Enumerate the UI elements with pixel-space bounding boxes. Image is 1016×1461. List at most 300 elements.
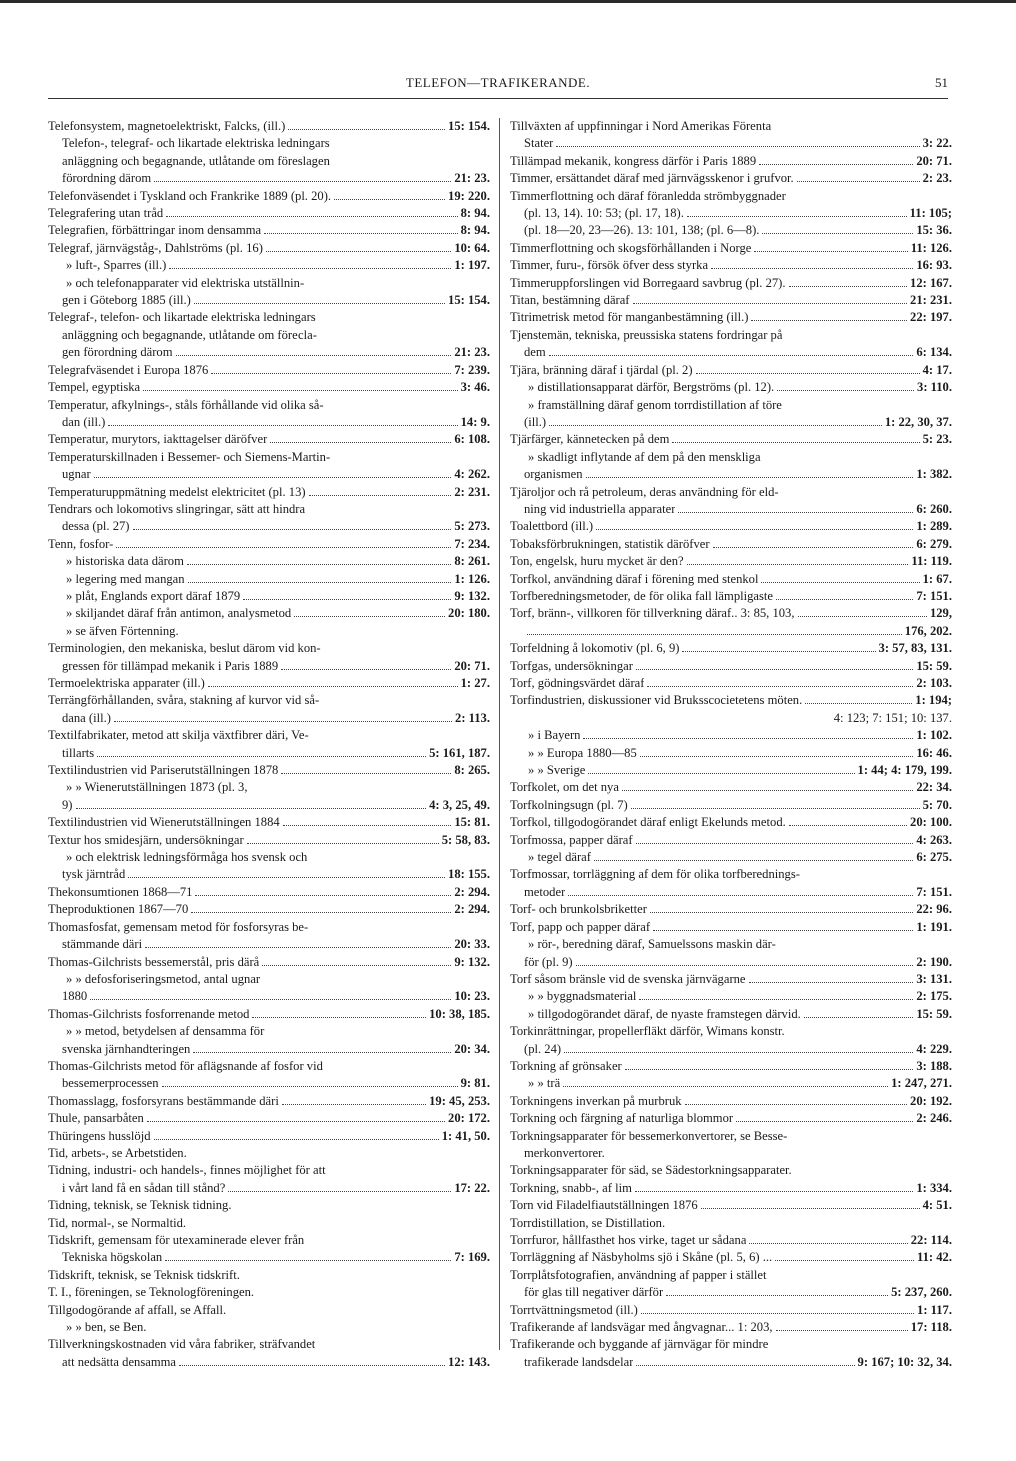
index-term: Toalettbord (ill.) — [510, 519, 594, 534]
page-reference: 1: 22, 30, 37. — [884, 414, 952, 429]
index-term: » » byggnadsmaterial — [528, 989, 637, 1004]
page-reference: 20: 71. — [916, 153, 952, 168]
leader-dots — [283, 825, 452, 826]
index-line — [510, 1354, 952, 1371]
index-line — [48, 536, 490, 553]
index-line: » skadligt inflytande af dem på den menskliga — [528, 449, 761, 464]
page-reference: 6: 279. — [916, 536, 952, 551]
leader-dots — [576, 965, 914, 966]
index-line — [510, 257, 952, 274]
index-line — [510, 379, 952, 396]
leader-dots — [749, 1243, 907, 1244]
index-term: Timmer, ersättandet däraf med järnvägsskenor i grufvor. — [510, 171, 794, 186]
index-term: » luft-, Sparres (ill.) — [66, 258, 167, 273]
leader-dots — [751, 320, 907, 321]
index-term: Textilindustrien vid Wienerutställningen 1884 — [48, 815, 280, 830]
leader-dots — [711, 268, 913, 269]
page-reference: 3: 188. — [916, 1058, 952, 1073]
index-line — [510, 1284, 952, 1301]
page-reference: 18: 155. — [448, 867, 490, 882]
index-term: tillarts — [62, 745, 95, 760]
leader-dots — [169, 268, 451, 269]
leader-dots — [334, 199, 445, 200]
index-term: Temperatur, murytors, iakttagelser däröfver — [48, 432, 268, 447]
index-line — [510, 988, 952, 1005]
index-line — [510, 1319, 952, 1336]
index-line — [510, 832, 952, 849]
page-reference: 10: 23. — [454, 989, 490, 1004]
index-term: Tenn, fosfor- — [48, 536, 114, 551]
index-term: Torfmossa, papper däraf — [510, 832, 633, 847]
leader-dots — [133, 529, 452, 530]
index-line — [510, 553, 952, 570]
page-reference: 1: 334. — [916, 1180, 952, 1195]
index-line — [510, 745, 952, 762]
index-line — [48, 1006, 490, 1023]
index-line — [510, 954, 952, 971]
leader-dots — [252, 1017, 426, 1018]
index-term: dan (ill.) — [62, 414, 106, 429]
index-term: Theproduktionen 1867—70 — [48, 902, 189, 917]
index-term: Titrimetrisk metod för manganbestämning (ill.) — [510, 310, 749, 325]
index-line: anläggning och begagnande, utlåtande om förесla- — [62, 327, 317, 342]
leader-dots — [622, 790, 913, 791]
page-reference: 7: 151. — [916, 588, 952, 603]
leader-dots — [586, 477, 914, 478]
index-line — [510, 849, 952, 866]
leader-dots — [188, 582, 452, 583]
leader-dots — [165, 1260, 451, 1261]
page-reference: 8: 94. — [460, 206, 490, 221]
leader-dots — [650, 912, 913, 913]
index-line — [510, 431, 952, 448]
page-reference: 1: 41, 50. — [441, 1128, 490, 1143]
page-reference: 5: 237, 260. — [891, 1285, 952, 1300]
header-rule — [48, 98, 948, 99]
leader-dots — [147, 1121, 445, 1122]
index-term: Thomasslagg, fosforsyrans bestämmande däri — [48, 1093, 279, 1108]
page-reference: 2: 103. — [916, 676, 952, 690]
index-line — [510, 536, 952, 553]
index-term: organismen — [524, 467, 583, 482]
index-term: Temperaturuppmätning medelst elektricitet (pl. 13) — [48, 484, 306, 499]
index-line — [48, 954, 490, 971]
index-term: Timmeruppforslingen vid Borregaard savbrug (pl. 27). — [510, 275, 786, 290]
index-term: Thekonsumtionen 1868—71 — [48, 884, 193, 899]
leader-dots — [701, 1208, 920, 1209]
leader-dots — [176, 355, 452, 356]
index-line — [510, 501, 952, 518]
page-reference: 4: 263. — [916, 832, 952, 847]
leader-dots — [282, 1104, 426, 1105]
leader-dots — [682, 651, 875, 652]
leader-dots — [749, 982, 914, 983]
index-line — [510, 901, 952, 918]
leader-dots — [776, 1330, 908, 1331]
index-line — [48, 379, 490, 396]
page-reference: 10: 38, 185. — [429, 1006, 490, 1021]
leader-dots — [685, 1104, 907, 1105]
page-reference: 8: 261. — [454, 554, 490, 569]
index-term: » tegel däraf — [528, 850, 591, 865]
page-reference: 2: 113. — [455, 710, 490, 725]
leader-dots — [636, 669, 913, 670]
index-line — [510, 727, 952, 744]
page-reference: 20: 180. — [448, 606, 490, 621]
page-reference: 5: 58, 83. — [441, 832, 490, 847]
index-line — [510, 466, 952, 483]
index-term: Tjärfärger, kännetecken på dem — [510, 432, 670, 447]
leader-dots — [208, 686, 458, 687]
page-reference: 1: 27. — [460, 676, 490, 690]
index-term: Torfkolet, om det nya — [510, 780, 619, 795]
index-term: » historiska data därom — [66, 554, 184, 569]
index-term: » legering med mangan — [66, 571, 185, 586]
leader-dots — [262, 965, 451, 966]
index-line: » se äfven Förtenning. — [66, 623, 179, 638]
leader-dots — [678, 512, 913, 513]
page-reference: 21: 23. — [454, 171, 490, 186]
index-term: tysk järntråd — [62, 867, 126, 882]
leader-dots — [243, 599, 451, 600]
leader-dots — [798, 616, 927, 617]
index-term: Telegrafien, förbättringar inom densamma — [48, 223, 262, 238]
index-line: Torrdistillation, se Distillation. — [510, 1215, 666, 1230]
index-term: Torkning af grönsaker — [510, 1058, 622, 1073]
index-term: gen i Göteborg 1885 (ill.) — [62, 293, 191, 308]
leader-dots — [596, 529, 913, 530]
page-reference: 2: 246. — [916, 1111, 952, 1126]
index-line: Terrängförhållanden, svåra, stakning af kurvor vid så- — [48, 693, 320, 708]
leader-dots — [145, 947, 451, 948]
index-line: Tidskrift, gemensam för utexaminerade elever från — [48, 1233, 305, 1247]
leader-dots — [631, 808, 920, 809]
leader-dots — [281, 773, 451, 774]
index-line — [48, 884, 490, 901]
index-line — [48, 484, 490, 501]
index-line — [510, 779, 952, 796]
index-line — [48, 431, 490, 448]
index-line — [48, 222, 490, 239]
leader-dots — [154, 1139, 439, 1140]
index-line — [48, 1354, 490, 1371]
index-line: Thomas-Gilchrists metod för aflägsnande af fosfor vid — [48, 1058, 323, 1073]
leader-dots — [187, 564, 451, 565]
index-line — [48, 344, 490, 361]
leader-dots — [639, 999, 913, 1000]
index-line — [510, 1041, 952, 1058]
index-line: Torkningsapparater för bessemerkonvertorer, se Besse- — [510, 1128, 788, 1143]
page-reference: 11: 105; — [909, 206, 952, 221]
index-term: Telefonväsendet i Tyskland och Frankrike 1889 (pl. 20). — [48, 188, 332, 203]
index-line — [510, 1058, 952, 1075]
index-line — [48, 362, 490, 379]
page-reference: 15: 36. — [916, 223, 952, 238]
index-line — [48, 1075, 490, 1092]
index-term: Timmer, furu-, försök öfver dess styrka — [510, 258, 709, 273]
index-line: merkonvertorer. — [524, 1145, 605, 1160]
index-line — [48, 553, 490, 570]
page-reference: 2: 190. — [916, 954, 952, 969]
index-term: ning vid industriella apparater — [524, 501, 676, 516]
leader-dots — [640, 756, 914, 757]
page-reference: 19: 220. — [448, 188, 490, 203]
page-reference: 1: 117. — [917, 1302, 952, 1317]
index-line: 4: 123; 7: 151; 10: 137. — [833, 710, 952, 725]
index-line — [510, 797, 952, 814]
index-line — [48, 1180, 490, 1197]
index-line — [510, 571, 952, 588]
page-reference: 11: 42. — [917, 1250, 952, 1265]
index-term: i vårt land få en sådan till stånd? — [62, 1180, 226, 1195]
index-term: (ill.) — [524, 414, 547, 429]
index-line — [510, 518, 952, 535]
index-term: dana (ill.) — [62, 710, 111, 725]
leader-dots — [76, 808, 427, 809]
index-line: Thomasfosfat, gemensam metod för fosforsyras be- — [48, 919, 309, 934]
index-line: Tid, normal-, se Normaltid. — [48, 1215, 187, 1230]
index-line — [510, 135, 952, 152]
index-term: bessemerprocessen — [62, 1076, 159, 1091]
page-reference: 129, — [929, 606, 952, 621]
page-reference: 20: 100. — [910, 815, 952, 830]
page-reference: 17: 22. — [454, 1180, 490, 1195]
leader-dots — [228, 1191, 451, 1192]
leader-dots — [636, 1365, 854, 1366]
page-reference: 10: 64. — [454, 240, 490, 255]
index-line: Trafikerande och byggande af järnvägar för mindre — [510, 1337, 769, 1352]
index-line — [510, 814, 952, 831]
index-term: gressen för tillämpad mekanik i Paris 1889 — [62, 658, 279, 673]
leader-dots — [776, 599, 913, 600]
page-reference: 4: 51. — [922, 1198, 952, 1213]
leader-dots — [672, 442, 919, 443]
index-line — [48, 675, 490, 692]
page-reference: 9: 167; 10: 32, 34. — [857, 1354, 952, 1369]
index-line — [48, 170, 490, 187]
leader-dots — [166, 216, 457, 217]
page-reference: 1: 191. — [916, 919, 952, 934]
index-term: dem — [524, 345, 546, 360]
leader-dots — [549, 355, 914, 356]
leader-dots — [647, 686, 913, 687]
index-line — [510, 1197, 952, 1214]
index-line — [510, 1075, 952, 1092]
index-term: Textilindustrien vid Pariserutställningen 1878 — [48, 763, 279, 778]
leader-dots — [641, 1313, 914, 1314]
column-divider — [499, 118, 500, 1350]
leader-dots — [193, 1052, 451, 1053]
index-line — [510, 275, 952, 292]
page-reference: 2: 231. — [454, 484, 490, 499]
index-term: Torfkolningsugn (pl. 7) — [510, 797, 628, 812]
leader-dots — [687, 564, 909, 565]
index-line — [48, 588, 490, 605]
leader-dots — [696, 373, 920, 374]
index-line — [510, 1180, 952, 1197]
running-title: TELEFON—TRAFIKERANDE. — [405, 75, 591, 90]
index-line — [48, 988, 490, 1005]
leader-dots — [266, 251, 451, 252]
leader-dots — [90, 999, 451, 1000]
index-line — [510, 292, 952, 309]
index-line — [48, 762, 490, 779]
index-line — [510, 1093, 952, 1110]
index-term: » distillationsapparat därför, Bergströms (pl. 12). — [528, 380, 775, 395]
index-term: (pl. 18—20, 23—26). 13: 101, 138; (pl. 6—8). — [524, 223, 760, 238]
index-line: » och telefonapparater vid elektriska utställnin- — [66, 275, 305, 290]
index-term: Telefonsystem, magnetoelektriskt, Falcks, (ill.) — [48, 119, 286, 133]
index-line — [48, 936, 490, 953]
index-line — [48, 605, 490, 622]
index-line: Textilfabrikater, metod att skilja växtfibrer däri, Ve- — [48, 728, 309, 743]
page-reference: 21: 231. — [910, 293, 952, 308]
index-term: Torn vid Filadelfiautställningen 1876 — [510, 1198, 698, 1213]
leader-dots — [625, 1069, 914, 1070]
index-line — [510, 762, 952, 779]
page-reference: 6: 134. — [916, 345, 952, 360]
page-reference: 4: 3, 25, 49. — [429, 797, 490, 812]
index-line — [48, 1249, 490, 1266]
index-line — [510, 675, 952, 692]
page-reference: 16: 46. — [916, 745, 952, 760]
page-reference: 7: 151. — [916, 884, 952, 899]
page-reference: 7: 239. — [454, 362, 490, 377]
index-line: » » defosforiseringsmetod, antal ugnar — [66, 971, 261, 986]
index-line — [510, 170, 952, 187]
index-term: (pl. 24) — [524, 1041, 562, 1056]
leader-dots — [94, 477, 452, 478]
index-line: » och elektrisk ledningsförmåga hos svensk och — [66, 850, 308, 865]
index-line — [510, 309, 952, 326]
leader-dots — [797, 181, 920, 182]
leader-dots — [116, 547, 451, 548]
index-line — [48, 518, 490, 535]
index-term: svenska järnhandteringen — [62, 1041, 191, 1056]
index-term: Thomas-Gilchrists fosforrenande metod — [48, 1006, 250, 1021]
leader-dots — [128, 877, 445, 878]
leader-dots — [527, 634, 902, 635]
index-term: » tillgodogörandet däraf, de nyaste framstegen därvid. — [528, 1006, 801, 1021]
page-reference: 5: 23. — [922, 432, 952, 447]
index-line — [48, 745, 490, 762]
page-reference: 2: 175. — [916, 989, 952, 1004]
index-line: Tillväxten af uppfinningar i Nord Amerikas Förenta — [510, 119, 772, 133]
index-term: » plåt, Englands export däraf 1879 — [66, 588, 241, 603]
page-reference: 17: 118. — [910, 1320, 952, 1335]
leader-dots — [804, 1017, 914, 1018]
index-line — [510, 414, 952, 431]
page-reference: 15: 154. — [448, 119, 490, 133]
leader-dots — [736, 1121, 913, 1122]
leader-dots — [309, 495, 452, 496]
index-term: Torf, papp och papper däraf — [510, 919, 651, 934]
page-reference: 14: 9. — [460, 414, 490, 429]
index-term: Torf- och brunkolsbriketter — [510, 902, 647, 917]
index-term: ugnar — [62, 467, 91, 482]
page-reference: 176, 202. — [904, 623, 952, 638]
index-term: Torf, bränn-, villkoren för tillverkning däraf.. 3: 85, 103, — [510, 606, 795, 621]
index-line: Tjenstemän, tekniska, preussiska statens fordringar på — [510, 327, 783, 342]
index-line — [48, 1093, 490, 1110]
index-line: Torrplåtsfotografien, användning af papper i stället — [510, 1267, 767, 1282]
page-reference: 20: 71. — [454, 658, 490, 673]
index-line — [510, 1249, 952, 1266]
page-reference: 20: 192. — [910, 1093, 952, 1108]
index-line: » » ben, se Ben. — [66, 1320, 147, 1335]
index-line — [48, 118, 490, 135]
page-reference: 20: 172. — [448, 1111, 490, 1126]
index-line — [48, 571, 490, 588]
leader-dots — [687, 216, 907, 217]
index-line — [510, 971, 952, 988]
index-term: Tillämpad mekanik, kongress därför i Paris 1889 — [510, 153, 757, 168]
index-line: Terminologien, den mekaniska, beslut därom vid kon- — [48, 641, 321, 656]
leader-dots — [789, 286, 908, 287]
index-line — [510, 605, 952, 622]
page-header — [48, 75, 948, 95]
index-term: » i Bayern — [528, 728, 581, 743]
index-term: Telegrafering utan tråd — [48, 206, 164, 221]
index-term: 1880 — [62, 989, 88, 1004]
page-reference: 19: 45, 253. — [429, 1093, 490, 1108]
page-reference: 15: 154. — [448, 293, 490, 308]
index-line — [510, 222, 952, 239]
index-line: T. I., föreningen, se Teknologföreningen. — [48, 1285, 255, 1300]
index-line: » rör-, beredning däraf, Samuelssons maskin där- — [528, 937, 776, 952]
index-term: Torfkol, tillgodogörandet däraf enligt Ekelunds metod. — [510, 815, 786, 830]
leader-dots — [754, 251, 907, 252]
leader-dots — [211, 373, 451, 374]
index-line — [48, 1110, 490, 1127]
leader-dots — [549, 425, 882, 426]
page-reference: 9: 132. — [454, 588, 490, 603]
top-border — [0, 0, 1016, 3]
page-reference: 9: 132. — [454, 954, 490, 969]
index-line: Tidning, industri- och handels-, finnes möjlighet för att — [48, 1163, 326, 1178]
index-term: Tekniska högskolan — [62, 1250, 163, 1265]
leader-dots — [633, 303, 908, 304]
right-column — [510, 118, 952, 1371]
leader-dots — [789, 825, 907, 826]
page-reference: 15: 59. — [916, 1006, 952, 1021]
index-term: Tjära, bränning däraf i tjärdal (pl. 2) — [510, 362, 693, 377]
index-term: » » trä — [528, 1076, 561, 1091]
page-reference: 1: 247, 271. — [891, 1076, 952, 1091]
index-line: Timmerflottning och däraf föranledda strömbyggnader — [510, 188, 786, 203]
index-term: Timmerflottning och skogsförhållanden i Norge — [510, 240, 752, 255]
leader-dots — [588, 773, 854, 774]
index-line — [510, 658, 952, 675]
leader-dots — [666, 1295, 888, 1296]
page-reference: 15: 59. — [916, 658, 952, 673]
page-reference: 9: 81. — [460, 1076, 490, 1091]
index-term: Torkningens inverkan på murbruk — [510, 1093, 682, 1108]
leader-dots — [281, 669, 451, 670]
leader-dots — [247, 843, 439, 844]
index-line — [48, 1128, 490, 1145]
page-reference: 1: 44; 4: 179, 199. — [857, 763, 952, 778]
page-reference: 6: 108. — [454, 432, 490, 447]
index-term: Textur hos smidesjärn, undersökningar — [48, 832, 244, 847]
index-term: Thomas-Gilchrists bessemerstål, pris därå — [48, 954, 260, 969]
index-line: Tillverkningskostnaden vid våra fabriker, sträfvandet — [48, 1337, 316, 1352]
leader-dots — [264, 233, 457, 234]
index-line — [510, 919, 952, 936]
page-reference: 16: 93. — [916, 258, 952, 273]
index-term: Thule, pansarbåten — [48, 1111, 144, 1126]
index-line — [48, 866, 490, 883]
